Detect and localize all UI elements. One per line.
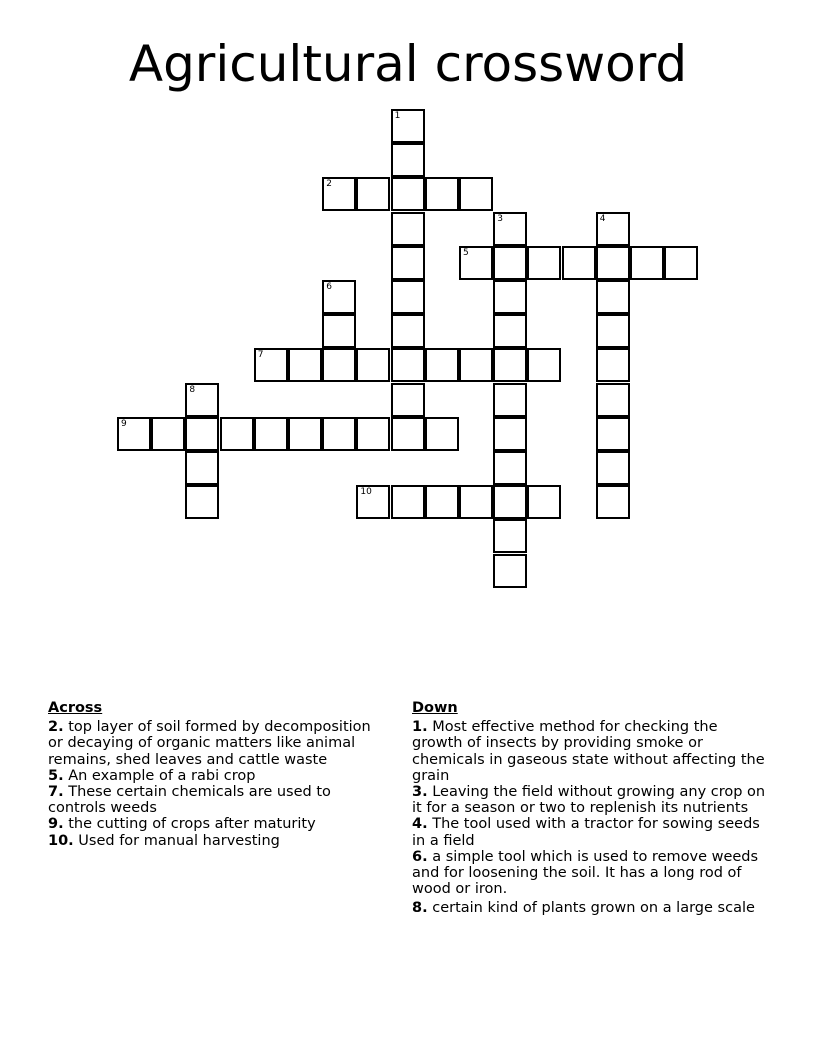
clue-down-3 xyxy=(412,784,772,816)
clue-number: 9. xyxy=(48,816,64,833)
clue-across-9 xyxy=(48,816,388,832)
clue-text: Most effective method for checking the growth of insects by providing smoke or chemicals in gaseous state without affecting the grain xyxy=(412,719,765,784)
grid-cell[interactable] xyxy=(288,417,322,451)
grid-cell[interactable] xyxy=(459,348,493,382)
clue-text: Used for manual harvesting xyxy=(78,832,280,849)
clue-text: top layer of soil formed by decomposition or decaying of organic matters like animal remains, shed leaves and cattle waste xyxy=(48,719,371,768)
clue-down-6 xyxy=(412,849,772,898)
grid-cell[interactable] xyxy=(596,280,630,314)
clue-number: 3. xyxy=(412,784,428,801)
grid-cell[interactable] xyxy=(493,451,527,485)
grid-cell[interactable] xyxy=(391,383,425,417)
clue-text: Leaving the field without growing any crop on it for a season or two to replenish its nutrients xyxy=(412,784,766,817)
grid-cell[interactable] xyxy=(391,109,425,143)
clue-down-4 xyxy=(412,816,772,848)
clue-down-8 xyxy=(412,900,772,916)
grid-cell[interactable] xyxy=(356,348,390,382)
grid-cell[interactable] xyxy=(596,348,630,382)
cell-number: 2 xyxy=(326,179,332,190)
grid-cell[interactable] xyxy=(254,348,288,382)
grid-cell[interactable] xyxy=(391,485,425,519)
grid-cell[interactable] xyxy=(596,417,630,451)
clue-number: 5. xyxy=(48,767,64,784)
grid-cell[interactable] xyxy=(391,177,425,211)
grid-cell[interactable] xyxy=(391,417,425,451)
clue-across-7 xyxy=(48,784,388,816)
cell-number: 6 xyxy=(326,282,332,292)
down-clue-list xyxy=(412,719,772,916)
grid-cell[interactable] xyxy=(254,417,288,451)
clue-text: An example of a rabi crop xyxy=(68,767,256,784)
grid-cell[interactable] xyxy=(322,348,356,382)
grid-cell[interactable] xyxy=(185,451,219,485)
grid-cell[interactable] xyxy=(356,177,390,211)
cell-number: 9 xyxy=(121,418,127,429)
grid-cell[interactable] xyxy=(425,485,459,519)
clue-text: certain kind of plants grown on a large scale xyxy=(432,900,755,917)
clue-text: The tool used with a tractor for sowing seeds in a field xyxy=(412,816,760,849)
grid-cell[interactable] xyxy=(493,212,527,246)
cell-number: 4 xyxy=(599,213,606,224)
grid-cell[interactable] xyxy=(322,177,356,211)
grid-cell[interactable] xyxy=(425,177,459,211)
grid-cell[interactable] xyxy=(391,280,425,314)
grid-cell[interactable] xyxy=(356,485,390,519)
across-clue-list xyxy=(48,719,388,849)
cell-number: 3 xyxy=(497,213,503,224)
grid-cell[interactable] xyxy=(322,280,356,314)
grid-cell[interactable] xyxy=(391,246,425,280)
grid-cell[interactable] xyxy=(493,519,527,553)
grid-cell[interactable] xyxy=(493,246,527,280)
grid-cell[interactable] xyxy=(356,417,390,451)
grid-cell[interactable] xyxy=(288,348,322,382)
grid-cell[interactable] xyxy=(527,246,561,280)
clue-number: 4. xyxy=(412,816,428,833)
clue-text: These certain chemicals are used to controls weeds xyxy=(48,784,331,817)
down-heading: Down xyxy=(412,700,458,716)
grid-cell[interactable] xyxy=(425,348,459,382)
cell-number: 10 xyxy=(360,487,372,498)
grid-cell[interactable] xyxy=(596,451,630,485)
clue-number: 7. xyxy=(48,784,64,801)
grid-cell[interactable] xyxy=(151,417,185,451)
clue-number: 2. xyxy=(48,719,64,736)
clue-across-2 xyxy=(48,719,388,768)
grid-cell[interactable] xyxy=(459,246,493,280)
across-clues xyxy=(48,700,388,849)
cell-number: 5 xyxy=(463,247,469,258)
cell-number: 7 xyxy=(257,350,264,361)
puzzle-title: Agricultural crossword xyxy=(128,35,688,93)
grid-cell[interactable] xyxy=(664,246,698,280)
grid-cell[interactable] xyxy=(493,348,527,382)
grid-cell[interactable] xyxy=(493,280,527,314)
grid-cell[interactable] xyxy=(391,314,425,348)
grid-cell[interactable] xyxy=(185,485,219,519)
grid-cell[interactable] xyxy=(596,314,630,348)
grid-cell[interactable] xyxy=(391,348,425,382)
grid-cell[interactable] xyxy=(493,554,527,588)
grid-cell[interactable] xyxy=(493,417,527,451)
clue-number: 8. xyxy=(412,900,428,917)
cell-number: 8 xyxy=(189,384,196,395)
grid-cell[interactable] xyxy=(391,143,425,177)
grid-cell[interactable] xyxy=(596,246,630,280)
grid-cell[interactable] xyxy=(220,417,254,451)
grid-cell[interactable] xyxy=(322,417,356,451)
grid-cell[interactable] xyxy=(425,417,459,451)
clue-across-10 xyxy=(48,833,388,849)
clue-text: a simple tool which is used to remove weeds and for loosening the soil. It has a long rod of wood or iron. xyxy=(412,848,759,898)
clue-number: 1. xyxy=(412,719,428,736)
grid-cell[interactable] xyxy=(185,383,219,417)
clue-down-1 xyxy=(412,719,772,784)
across-heading: Across xyxy=(48,700,103,716)
grid-cell[interactable] xyxy=(117,417,151,451)
grid-cell[interactable] xyxy=(493,314,527,348)
grid-cell[interactable] xyxy=(596,212,630,246)
grid-cell[interactable] xyxy=(493,383,527,417)
grid-cell[interactable] xyxy=(562,246,596,280)
grid-cell[interactable] xyxy=(493,485,527,519)
grid-cell[interactable] xyxy=(459,485,493,519)
grid-cell[interactable] xyxy=(527,348,561,382)
grid-cell[interactable] xyxy=(391,212,425,246)
down-clues xyxy=(412,700,772,917)
grid-cell[interactable] xyxy=(630,246,664,280)
grid-cell[interactable] xyxy=(596,485,630,519)
grid-cell[interactable] xyxy=(459,177,493,211)
clue-number: 6. xyxy=(412,848,428,865)
grid-cell[interactable] xyxy=(185,417,219,451)
grid-cell[interactable] xyxy=(596,383,630,417)
clue-across-5 xyxy=(48,768,388,784)
clue-text: the cutting of crops after maturity xyxy=(68,816,316,833)
clue-number: 10. xyxy=(48,832,74,849)
grid-cell[interactable] xyxy=(322,314,356,348)
grid-cell[interactable] xyxy=(527,485,561,519)
cell-number: 1 xyxy=(394,111,401,121)
